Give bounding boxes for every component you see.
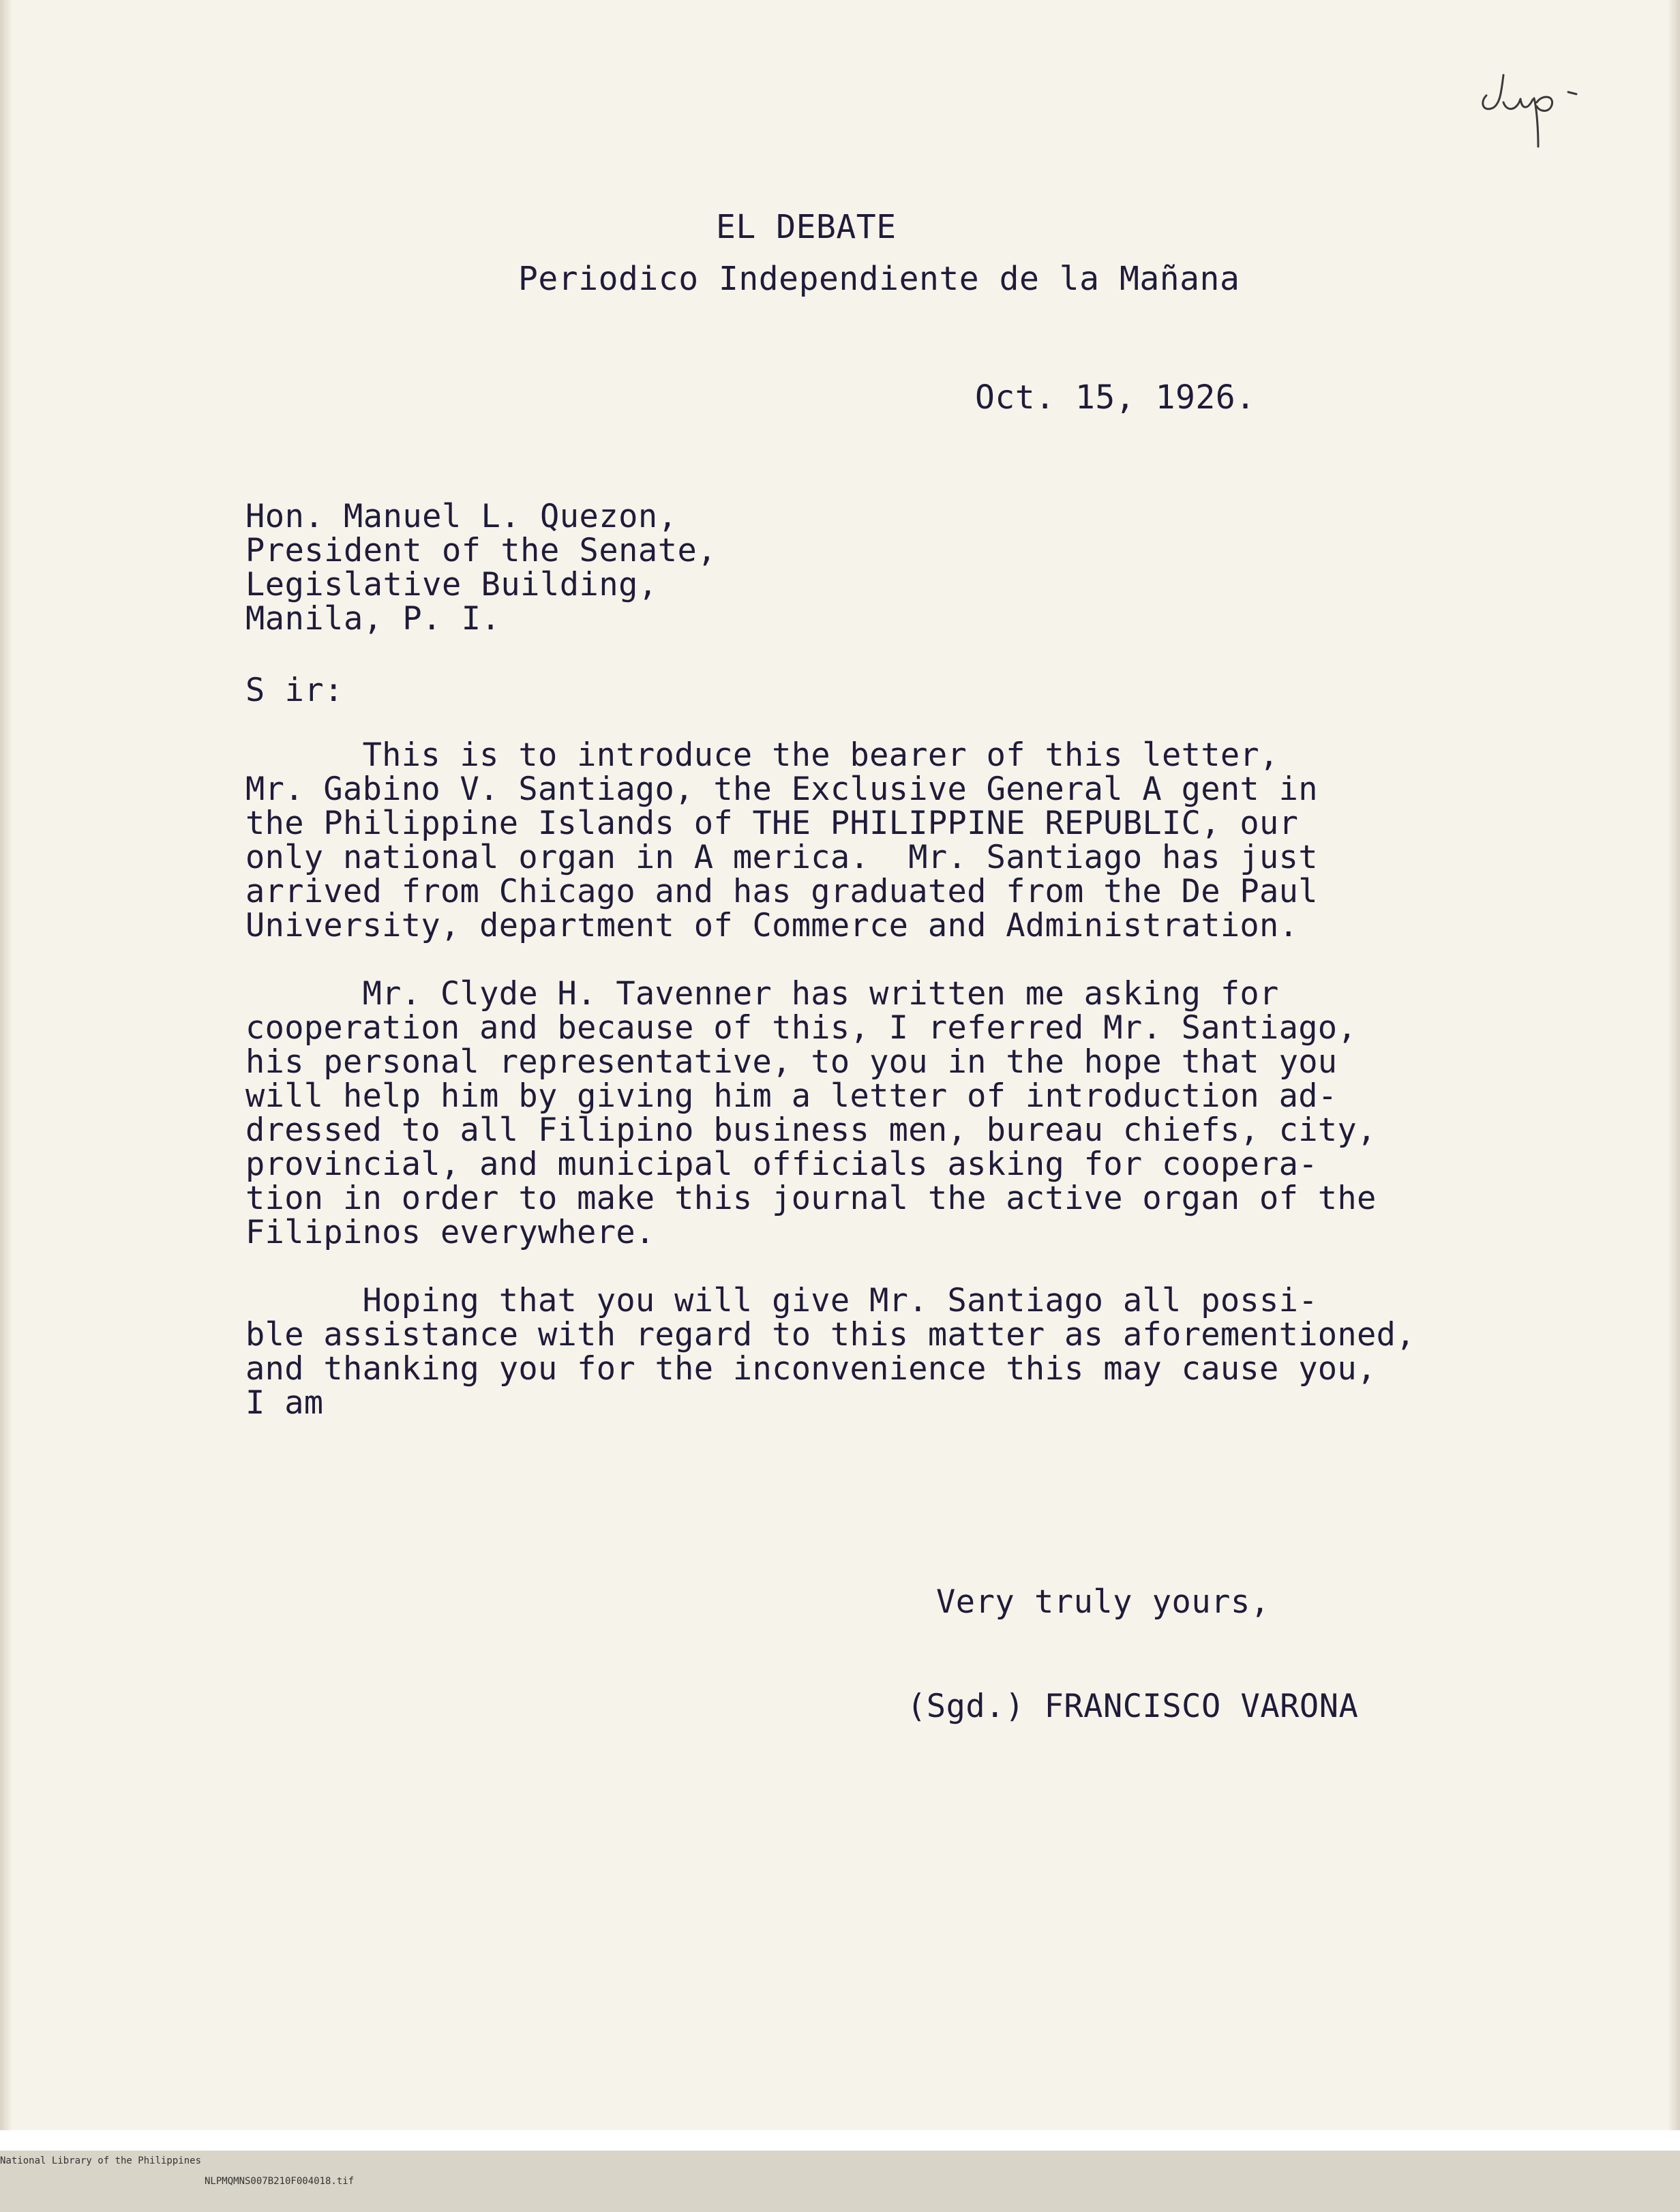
handwritten-dup-mark [1466, 55, 1602, 150]
paragraph-line: provincial, and municipal officials asking for coopera- [245, 1146, 1318, 1183]
footer-file-id: NLPMQMNS007B210F004018.tif [205, 2176, 355, 2187]
paragraph-line: Hoping that you will give Mr. Santiago all possi- [245, 1282, 1318, 1319]
paragraph-line: Filipinos everywhere. [245, 1214, 655, 1251]
body-paragraph-1 [245, 738, 1541, 943]
closing: Very truly yours, [936, 1583, 1270, 1621]
paragraph-line: Mr. Clyde H. Tavenner has written me asking for [245, 975, 1279, 1013]
paragraph-line: the Philippine Islands of THE PHILIPPINE REPUBLIC, our [245, 805, 1299, 842]
addressee-line-2: President of the Senate, [245, 532, 717, 569]
addressee-line-1: Hon. Manuel L. Quezon, [245, 498, 678, 535]
letterhead-title: EL DEBATE [716, 208, 897, 246]
paragraph-line: tion in order to make this journal the active organ of the [245, 1180, 1377, 1217]
paragraph-line: his personal representative, to you in the hope that you [245, 1043, 1338, 1081]
paragraph-line: ble assistance with regard to this matter as aforementioned, [245, 1316, 1415, 1354]
handwritten-note [1466, 55, 1602, 150]
paper-edge-left [0, 0, 12, 2151]
paragraph-line: and thanking you for the inconvenience this may cause you, [245, 1350, 1377, 1388]
footer-source: National Library of the Philippines [0, 2155, 202, 2166]
paragraph-line: arrived from Chicago and has graduated from the De Paul [245, 873, 1318, 910]
letter-date: Oct. 15, 1926. [975, 378, 1256, 417]
paragraph-line: I am [245, 1384, 324, 1422]
paragraph-line: dressed to all Filipino business men, bureau chiefs, city, [245, 1111, 1377, 1149]
letterhead-subtitle: Periodico Independiente de la Mañana [518, 260, 1240, 298]
paragraph-line: cooperation and because of this, I referred Mr. Santiago, [245, 1009, 1357, 1047]
addressee-line-4: Manila, P. I. [245, 600, 501, 638]
body-paragraph-2 [245, 977, 1541, 1250]
scan-footer [0, 2130, 1680, 2187]
paragraph-line: This is to introduce the bearer of this letter, [245, 736, 1279, 774]
paragraph-line: Mr. Gabino V. Santiago, the Exclusive General A gent in [245, 771, 1318, 808]
paragraph-line: will help him by giving him a letter of introduction ad- [245, 1077, 1338, 1115]
paper-edge-right [1668, 0, 1680, 2151]
body-paragraph-3 [245, 1284, 1541, 1420]
paragraph-line: University, department of Commerce and Administration. [245, 907, 1299, 944]
signature: (Sgd.) FRANCISCO VARONA [907, 1688, 1359, 1725]
salutation: S ir: [245, 672, 344, 709]
addressee-line-3: Legislative Building, [245, 566, 658, 603]
paragraph-line: only national organ in A merica. Mr. Santiago has just [245, 839, 1318, 876]
